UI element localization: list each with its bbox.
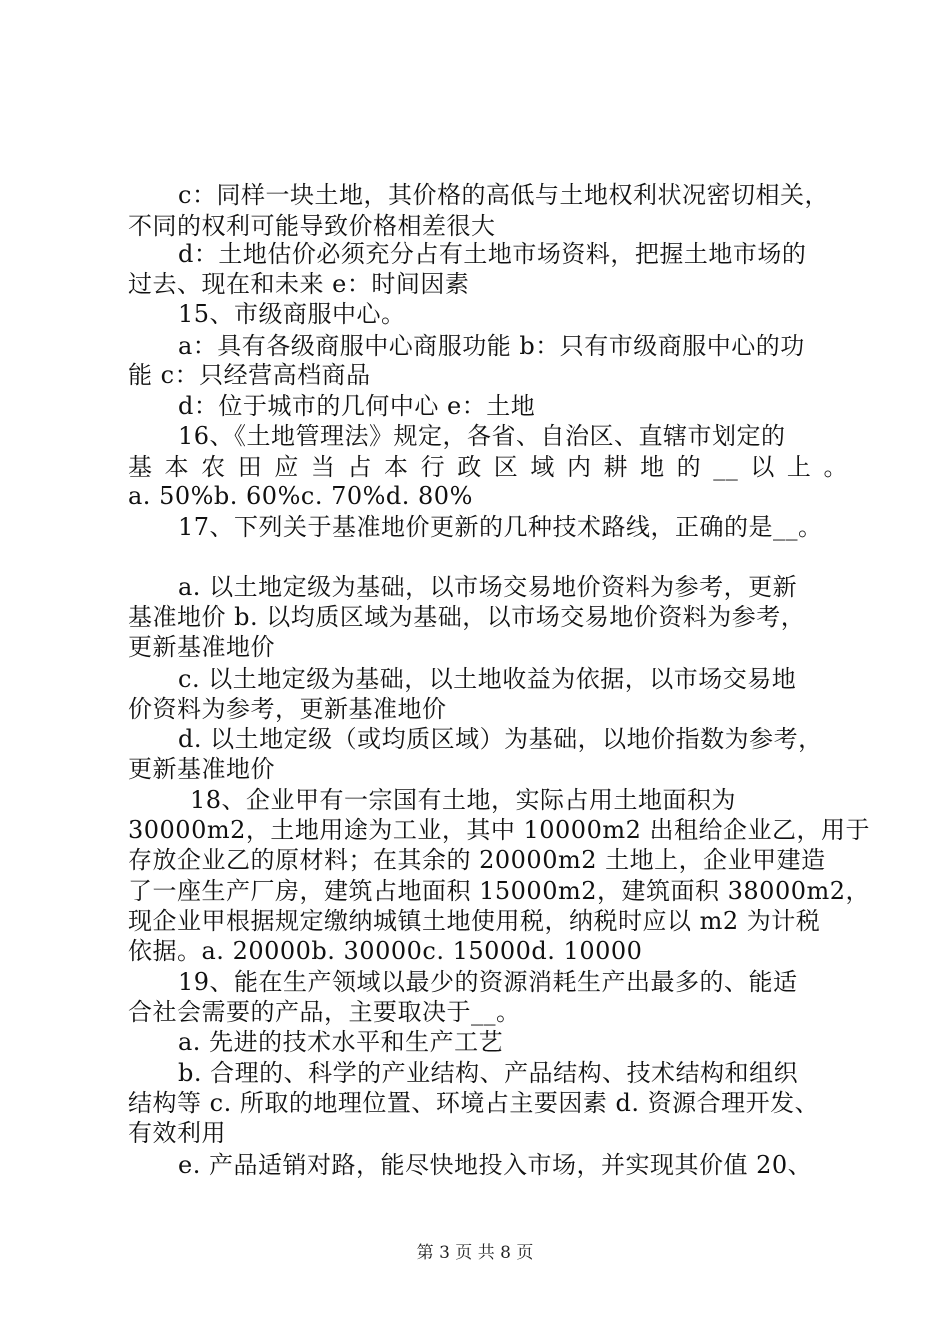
question-heading: 15、市级商服中心。 — [178, 300, 406, 328]
text-line: a. 50%b. 60%c. 70%d. 80% — [128, 482, 473, 510]
text-line: e. 产品适销对路，能尽快地投入市场，并实现其价值 20、 — [178, 1151, 813, 1179]
text-line: 合社会需要的产品，主要取决于__。 — [128, 998, 521, 1026]
text-line: 价资料为参考，更新基准地价 — [128, 695, 447, 723]
question-heading: 17、下列关于基准地价更新的几种技术路线，正确的是__。 — [178, 513, 823, 541]
text-line: a. 以土地定级为基础，以市场交易地价资料为参考，更新 — [178, 573, 798, 601]
text-line: a：具有各级商服中心商服功能 b：只有市级商服中心的功 — [178, 332, 805, 360]
text-line: 有效利用 — [128, 1119, 226, 1147]
text-line: 现企业甲根据规定缴纳城镇土地使用税，纳税时应以 m2 为计税 — [128, 907, 821, 935]
question-heading: 18、企业甲有一宗国有土地，实际占用土地面积为 — [190, 786, 737, 814]
page-number-footer: 第 3 页 共 8 页 — [416, 1243, 534, 1263]
text-line: 过去、现在和未来 e：时间因素 — [128, 270, 470, 298]
text-line: 更新基准地价 — [128, 755, 275, 783]
text-line: 依据。a. 20000b. 30000c. 15000d. 10000 — [128, 937, 643, 965]
text-line: 基本农田应当占本行政区域内耕地的__以上。 — [128, 453, 848, 481]
text-line: 能 c：只经营高档商品 — [128, 361, 371, 389]
question-heading: 16、《土地管理法》规定，各省、自治区、直辖市划定的 — [178, 422, 786, 450]
text-line: 了一座生产厂房，建筑占地面积 15000m2，建筑面积 38000m2， — [128, 877, 871, 905]
text-line: d：土地估价必须充分占有土地市场资料，把握土地市场的 — [178, 240, 807, 268]
text-line: 基准地价 b. 以均质区域为基础，以市场交易地价资料为参考， — [128, 603, 806, 631]
text-line: 存放企业乙的原材料；在其余的 20000m2 土地上，企业甲建造 — [128, 846, 826, 874]
text-line: 不同的权利可能导致价格相差很大 — [128, 212, 496, 240]
text-line: d：位于城市的几何中心 e：土地 — [178, 392, 536, 420]
text-line: c：同样一块土地，其价格的高低与土地权利状况密切相关， — [178, 181, 829, 209]
text-line: c. 以土地定级为基础，以土地收益为依据，以市场交易地 — [178, 665, 797, 693]
question-heading: 19、能在生产领域以最少的资源消耗生产出最多的、能适 — [178, 968, 798, 996]
text-line: b. 合理的、科学的产业结构、产品结构、技术结构和组织 — [178, 1059, 799, 1087]
text-line: 30000m2，土地用途为工业，其中 10000m2 出租给企业乙，用于 — [128, 816, 871, 844]
text-line: 结构等 c. 所取的地理位置、环境占主要因素 d. 资源合理开发、 — [128, 1089, 820, 1117]
text-line: a. 先进的技术水平和生产工艺 — [178, 1028, 504, 1056]
text-line: d. 以土地定级（或均质区域）为基础，以地价指数为参考， — [178, 725, 823, 753]
text-line: 更新基准地价 — [128, 633, 275, 661]
